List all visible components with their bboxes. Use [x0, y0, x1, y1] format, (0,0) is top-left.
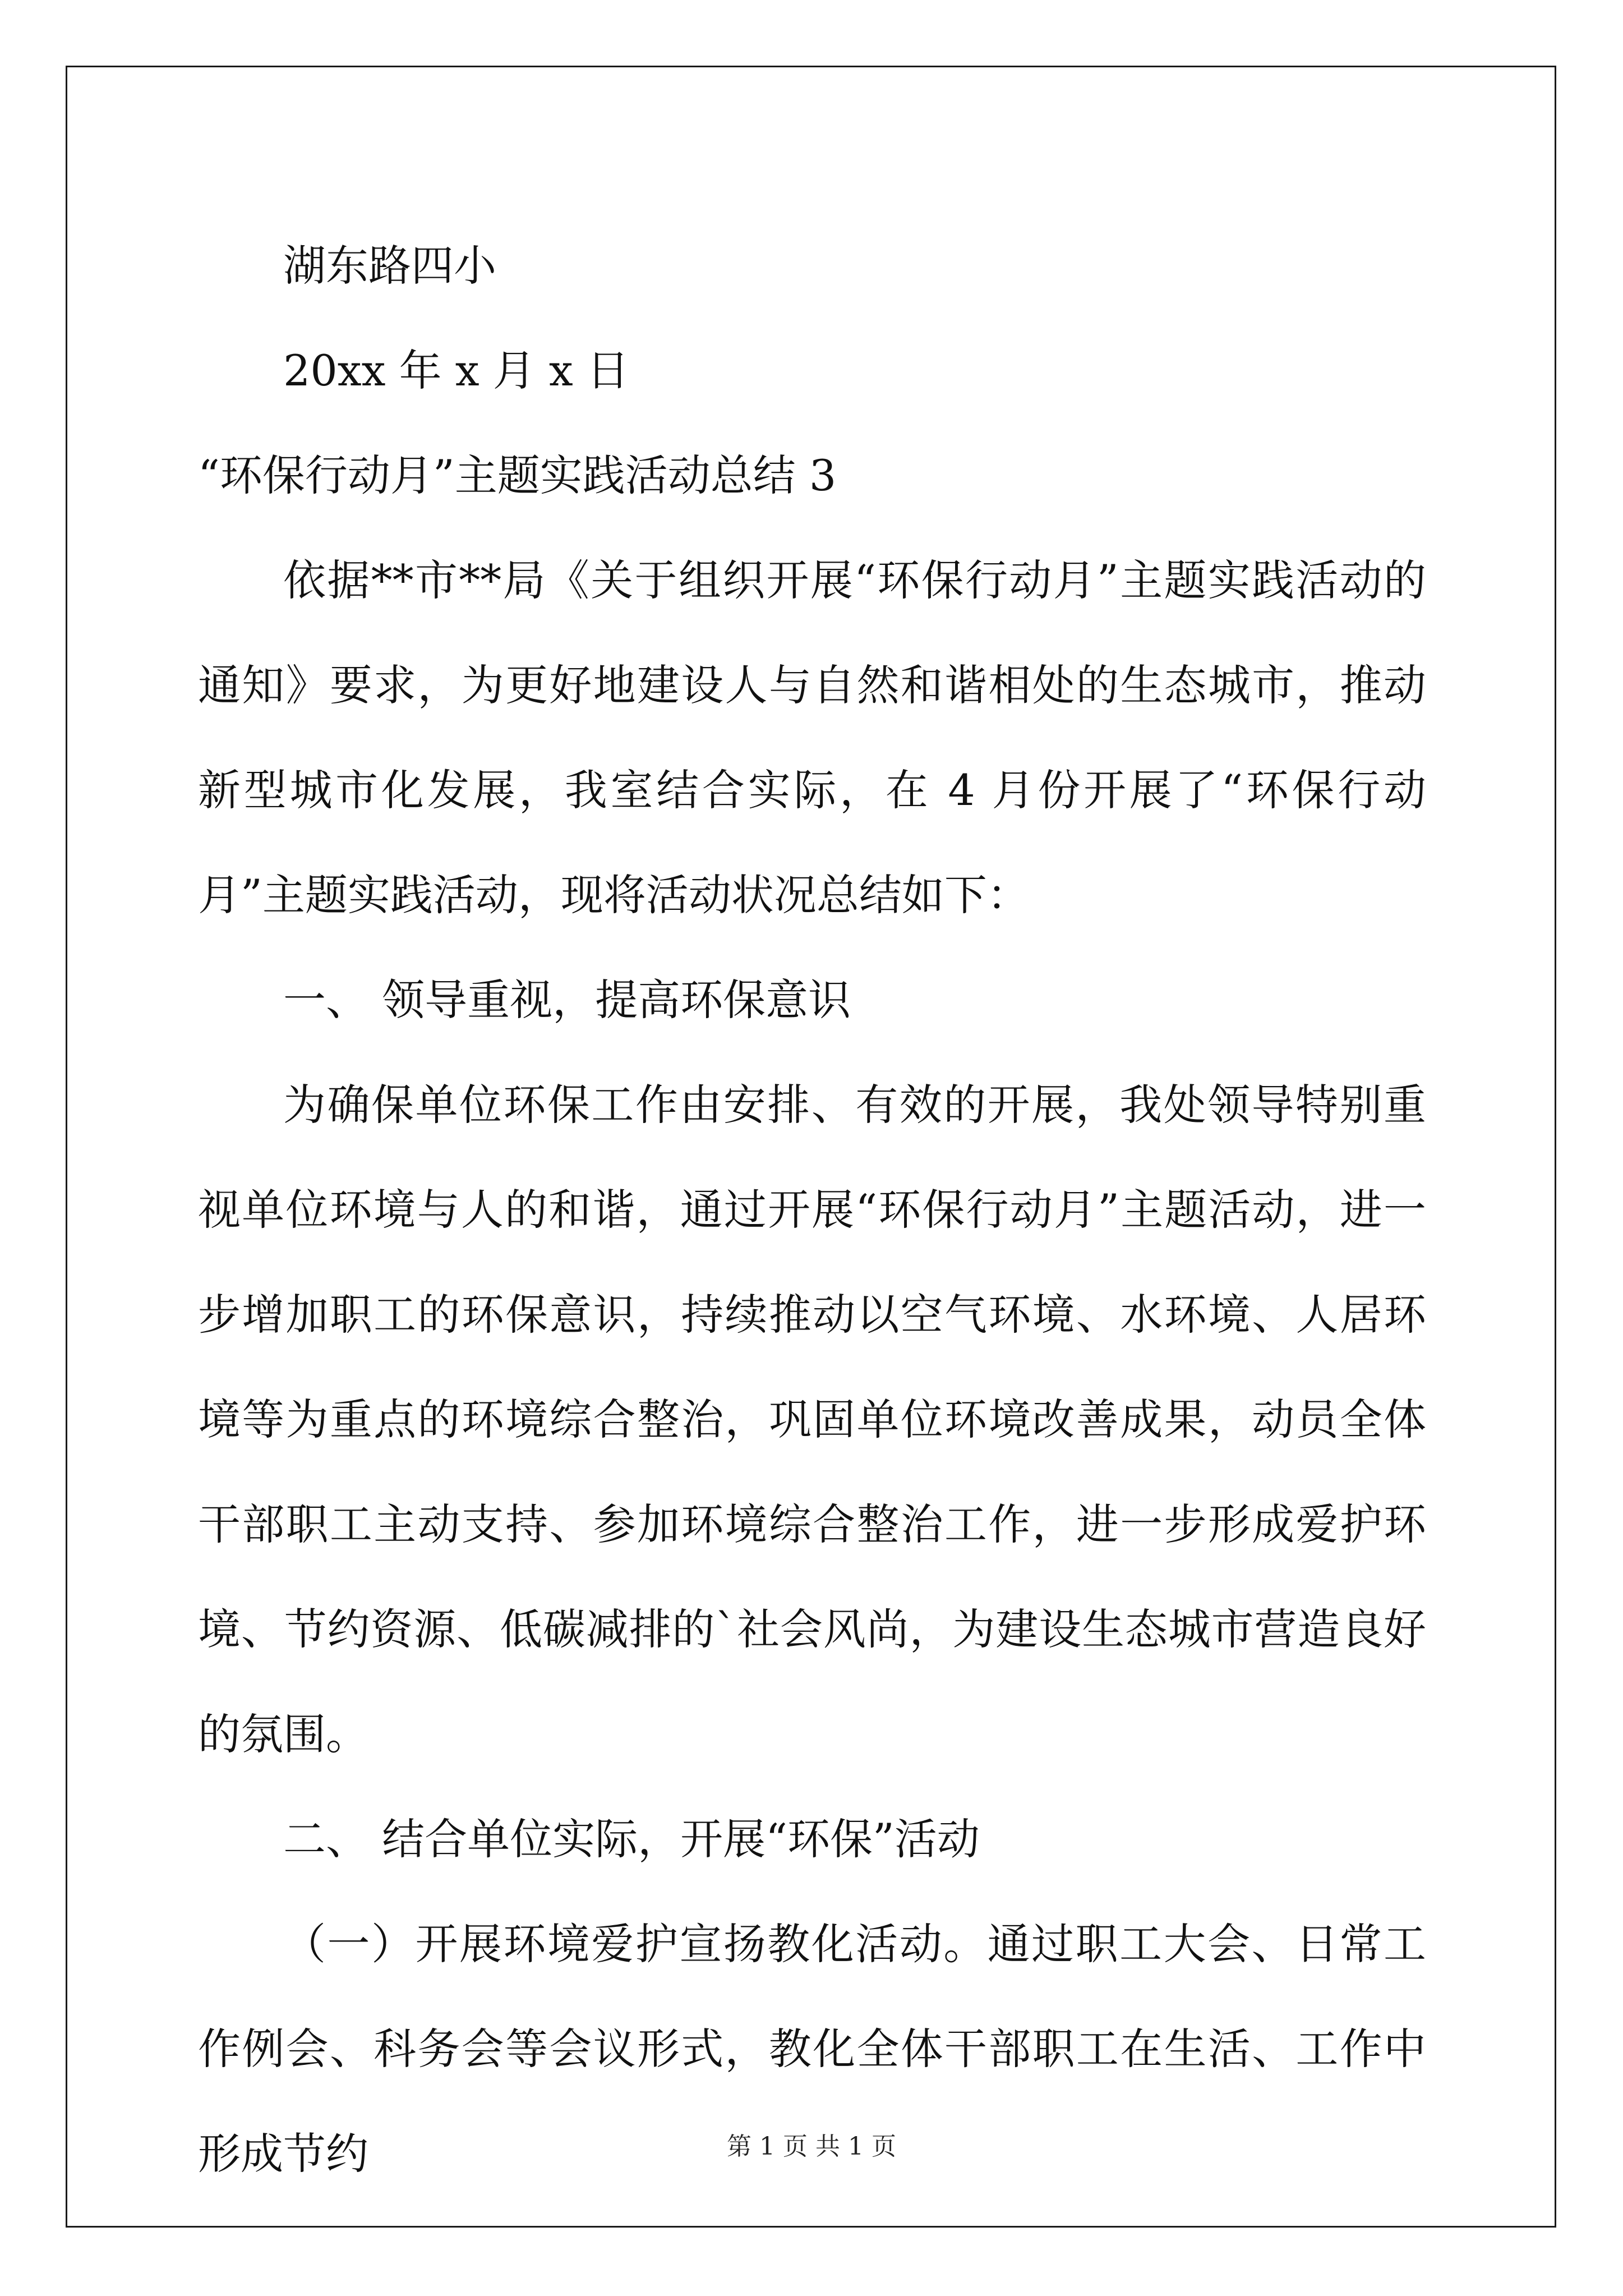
- page-footer: 第 1 页 共 1 页: [727, 2132, 896, 2161]
- section-heading-1: 一、 领导重视，提高环保意识: [283, 975, 851, 1025]
- date-line: 20xx 年 x 月 x 日: [283, 346, 629, 395]
- document-title: “环保行动月”主题实践活动总结 3: [198, 450, 837, 500]
- paragraph-section-2-item-1: （一）开展环境爱护宣扬教化活动。通过职工大会、日常工作例会、科务会等会议形式，教化全体干部职工在生活、工作中形成节约: [198, 1919, 1426, 2179]
- document-body: [198, 213, 1426, 2206]
- signature-line: 湖东路四小: [283, 241, 496, 291]
- section-heading-2: 二、 结合单位实际，开展“环保”活动: [283, 1814, 980, 1864]
- paragraph-section-1: 为确保单位环保工作由安排、有效的开展，我处领导特别重视单位环境与人的和谐，通过开展“环保行动月”主题活动，进一步增加职工的环保意识，持续推动以空气环境、水环境、人居环境等为重点的环境综合整治，巩固单位环境改善成果，动员全体干部职工主动支持、参加环境综合整治工作，进一步形成爱护环境、节约资源、低碳减排的`社会风尚，为建设生态城市营造良好的氛围。: [198, 1080, 1426, 1759]
- paragraph-intro: 依据**市**局《关于组织开展“环保行动月”主题实践活动的通知》要求，为更好地建设人与自然和谐相处的生态城市，推动新型城市化发展，我室结合实际，在 4 月份开展了“环保行动月”主题实践活动，现将活动状况总结如下：: [198, 555, 1426, 920]
